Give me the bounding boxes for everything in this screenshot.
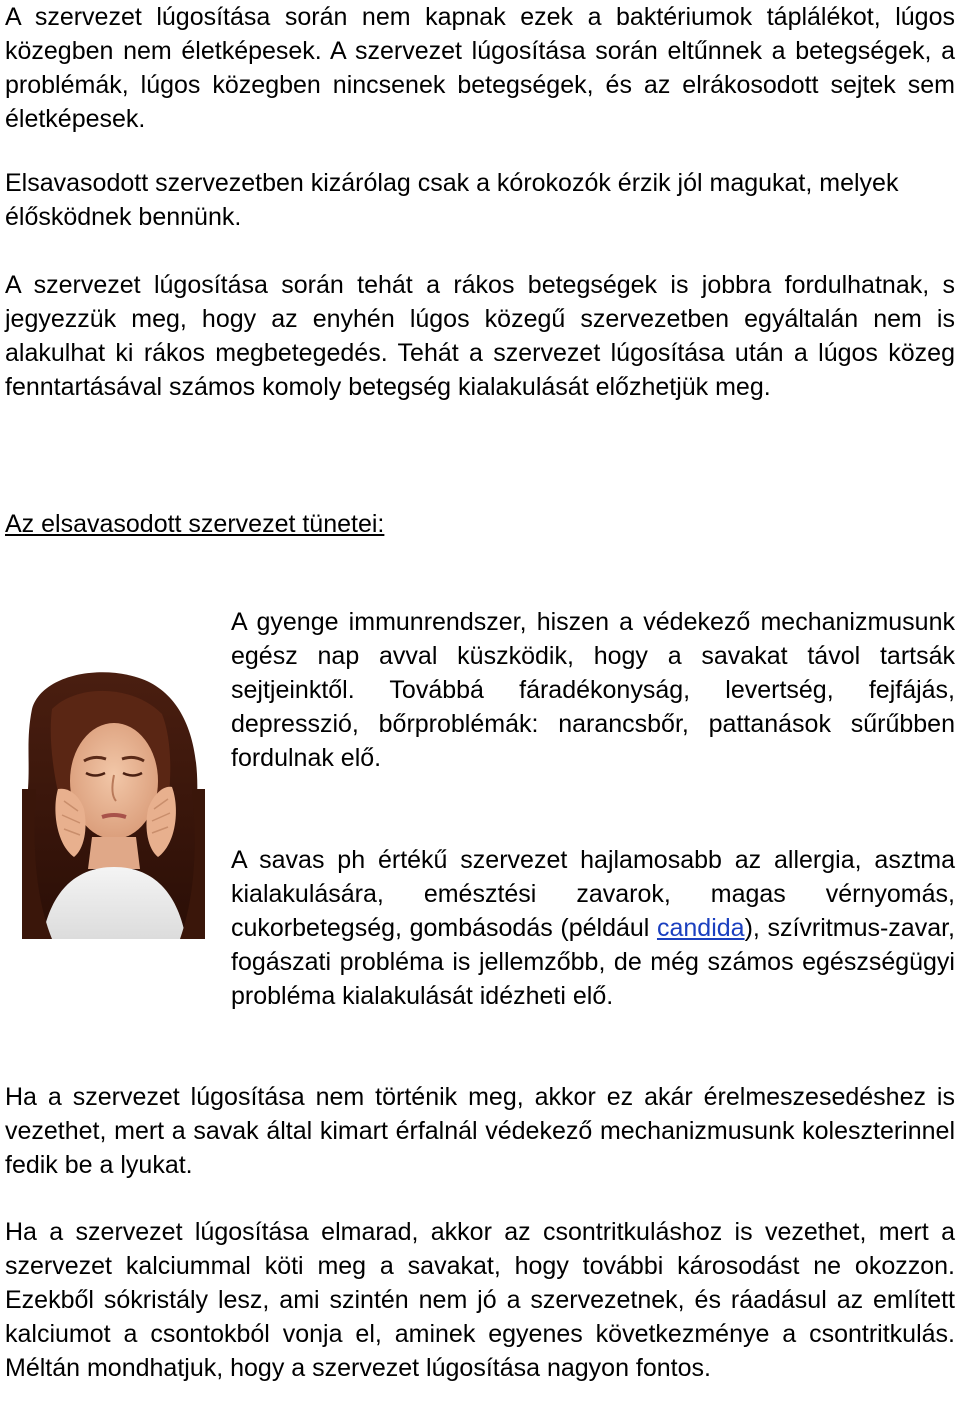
- paragraph-2: Elsavasodott szervezetben kizárólag csak a kórokozók érzik jól magukat, melyek élősködnek bennünk.: [5, 169, 899, 231]
- candida-link[interactable]: candida: [656, 914, 745, 942]
- paragraph-7: Ha a szervezet lúgosítása elmarad, akkor az csontritkuláshoz is vezethet, mert a szervezet kalciummal köti meg a savakat, hogy további károsodást ne okozzon. Ezekből sókristály lesz, ami szintén nem jó a szervezetnek, és ráadásul az említett kalciumot a csontokból vonja el, aminek egyenes következménye a csontritkulás. Méltán mondhatjuk, hogy a szervezet lúgosítása nagyon fontos.: [5, 1218, 955, 1382]
- woman-photo: [22, 669, 205, 939]
- paragraph-1: A szervezet lúgosítása során nem kapnak ezek a baktériumok táplálékot, lúgos közegben nem életképesek. A szervezet lúgosítása során eltűnnek a betegségek, a problémák, lúgos közegben nincsenek betegségek, és az elrákosodott sejtek sem életképesek.: [5, 3, 955, 133]
- paragraph-5-text-before: A savas ph értékű szervezet hajlamosabb az allergia, asztma kialakulására, emésztési zavarok, magas vérnyomás, cukorbetegség, gombásodás (például: [231, 846, 955, 942]
- section-heading: Az elsavasodott szervezet tünetei:: [5, 510, 385, 538]
- paragraph-4: A gyenge immunrendszer, hiszen a védekező mechanizmusunk egész nap avval küszködik, hogy a savakat távol tartsák sejtjeinktől. Továbbá fáradékonyság, levertség, fejfájás, depresszió, bőrproblémák: narancsbőr, pattanások sűrűbben fordulnak elő.: [231, 608, 955, 772]
- paragraph-3: A szervezet lúgosítása során tehát a rákos betegségek is jobbra fordulhatnak, s jegyezzük meg, hogy az enyhén lúgos közegű szervezetben egyáltalán nem is alakulhat ki rákos megbetegedés. Tehát a szervezet lúgosítása után a lúgos közeg fenntartásával számos komoly betegség kialakulását előzhetjük meg.: [5, 271, 955, 401]
- paragraph-5-text-after: ), szívritmus-zavar, fogászati probléma is jellemzőbb, de még számos egészségügyi probléma kialakulását idézheti elő.: [231, 914, 955, 1010]
- paragraph-5: [231, 843, 955, 1013]
- paragraph-6: Ha a szervezet lúgosítása nem történik meg, akkor ez akár érelmeszesedéshez is vezethet, mert a savak által kimart érfalnál védekező mechanizmusunk koleszterinnel fedik be a lyukat.: [5, 1083, 955, 1179]
